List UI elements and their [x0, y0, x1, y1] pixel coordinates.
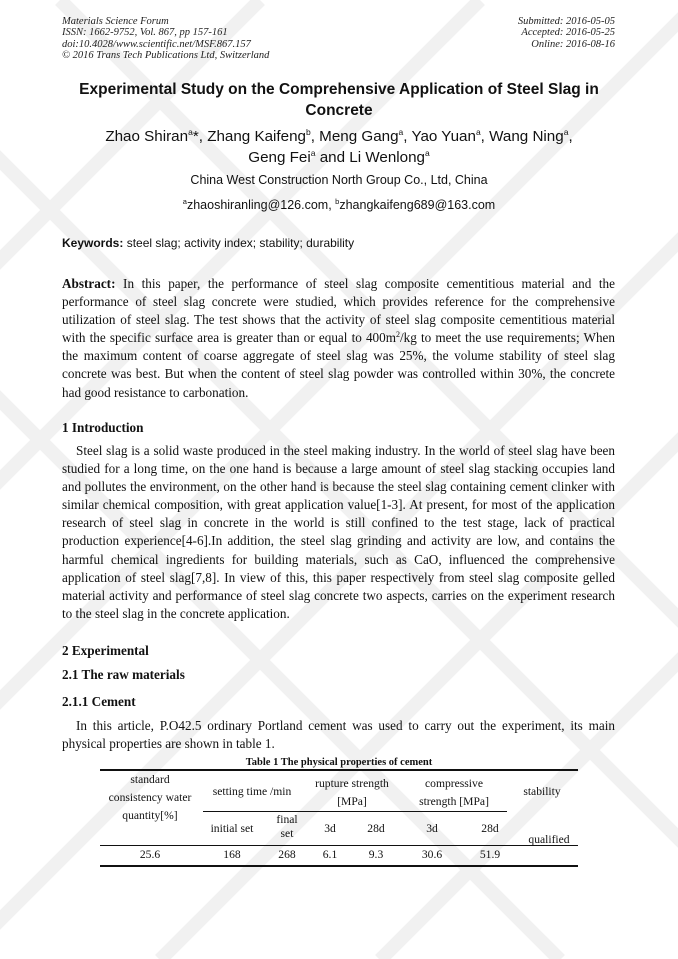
table-subheader-rule — [303, 811, 401, 812]
table-subheader-cell — [270, 813, 304, 841]
issn-line: ISSN: 1662-9752, Vol. 867, pp 157-161 — [62, 27, 228, 39]
header-text: rupture strength — [315, 777, 389, 790]
table-subheader-cell: 28d — [481, 822, 499, 835]
author-name: Meng Gang — [319, 128, 399, 145]
table-cell: 268 — [278, 848, 296, 861]
header-text: consistency water — [108, 791, 192, 804]
author-name: Wang Ning — [489, 128, 564, 145]
table-header-cell — [400, 775, 508, 811]
subsection-heading: 2.1 The raw materials — [62, 667, 185, 682]
section-heading: 2 Experimental — [62, 643, 149, 658]
author-affil-mark: a — [310, 148, 316, 158]
keywords-text: steel slag; activity index; stability; durability — [126, 236, 355, 250]
email-affil-mark: a — [182, 197, 187, 206]
author-affil-mark: a — [475, 127, 481, 137]
journal-info — [62, 16, 269, 62]
email-affil-mark: b — [335, 197, 340, 206]
table-cell: 51.9 — [479, 848, 501, 861]
corresponding-mark: * — [192, 128, 199, 145]
table-subheader-cell: 3d — [324, 822, 336, 835]
author-name: Yao Yuan — [411, 128, 476, 145]
abstract-text: /kg to meet the use requirements; When the maximum content of coarse aggregate of steel slag was 25%, the volume stability of steel slag concrete was best. But when the content of steel slag powder was controlled within 30%, the concrete had good resistance to carbonation. — [62, 330, 615, 400]
table-subheader-cell: 3d — [426, 822, 438, 835]
author-affil-mark: a — [188, 127, 193, 137]
email-link[interactable]: zhangkaifeng689@163.com — [339, 198, 496, 212]
publication-dates — [518, 16, 615, 50]
author-name: Geng Fei — [248, 149, 311, 166]
table-cell: 25.6 — [139, 848, 161, 861]
copyright-line: © 2016 Trans Tech Publications Ltd, Switzerland — [62, 50, 270, 62]
table-subheader-cell: initial set — [210, 822, 254, 835]
author-affil-mark: a — [425, 148, 430, 158]
table-subheader-rule — [401, 811, 507, 812]
abstract — [62, 275, 615, 402]
abstract-superscript: 2 — [396, 330, 400, 340]
table-cell: qualified — [528, 833, 570, 846]
affiliation: China West Construction North Group Co., Ltd, China — [190, 173, 488, 187]
accepted-date: Accepted: 2016-05-25 — [521, 27, 615, 39]
body-paragraph: In this article, P.O42.5 ordinary Portland cement was used to carry out the experiment, its main physical properties are shown in table 1. — [62, 718, 615, 752]
header-text: final — [276, 813, 298, 826]
table-header-cell: setting time /min — [212, 785, 292, 798]
section-heading: 1 Introduction — [62, 420, 144, 435]
journal-name: Materials Science Forum — [62, 16, 169, 27]
table-subheader-rule — [203, 811, 303, 812]
author-affil-mark: b — [305, 127, 311, 137]
header-text: set — [280, 827, 294, 840]
table-header-cell — [304, 775, 400, 811]
author-connector: and — [319, 149, 346, 166]
table-header-cell — [100, 771, 200, 825]
author-name: Zhao Shiran — [105, 128, 189, 145]
author-affil-mark: a — [398, 127, 404, 137]
table-cell: 30.6 — [421, 848, 443, 861]
abstract-text: In this paper, the performance of steel slag composite cementitious material and the performance of steel slag concrete were studied, which provides reference for the comprehensive utilization of steel slag. The test shows that the activity of steel slag composite cementitious material with the specific surface area is greater than or equal to 400m — [62, 276, 616, 346]
author-name: Zhang Kaifeng — [207, 128, 306, 145]
submitted-date: Submitted: 2016-05-05 — [517, 16, 615, 27]
header-text: compressive — [425, 777, 483, 790]
email-link[interactable]: zhaoshiranling@126.com — [186, 198, 329, 212]
table-subheader-cell: 28d — [367, 822, 385, 835]
online-date: Online: 2016-08-16 — [531, 38, 615, 50]
table-bottom-rule — [100, 865, 578, 867]
keywords-label: Keywords: — [62, 236, 124, 250]
table-cell: 6.1 — [322, 848, 338, 861]
author-affil-mark: a — [563, 127, 569, 137]
header-text: [MPa] — [337, 795, 367, 808]
doi-line: doi:10.4028/www.scientific.net/MSF.867.157 — [62, 38, 251, 50]
paper-title: Experimental Study on the Comprehensive Application of Steel Slag in Concrete — [79, 81, 599, 119]
header-text: quantity[%] — [122, 809, 178, 822]
table-caption: Table 1 The physical properties of cement — [245, 757, 433, 768]
body-paragraph: Steel slag is a solid waste produced in the steel making industry. In the world of steel slag have been studied for a long time, on the one hand is because a large amount of steel slag stacking occupies land and pollutes the environment, on the other hand is because the steel slag containing cement clinker with similar chemical composition, with great application value[1-3]. At present, for most of the application research of steel slag in concrete in the world is still confined to the test stage, lack of practical production experience[4-6].In addition, the steel slag grinding and activity are low, and contains the harmful chemical ingredients for building materials, such as CaO, influenced the comprehensive application of steel slag[7,8]. In view of this, this paper respectively from steel slag composite gelled material activity and performance of steel slag concrete two aspects, carries on the experiment research to the steel slag in the concrete application. — [62, 443, 615, 621]
author-name: Li Wenlong — [349, 149, 425, 166]
abstract-label: Abstract: — [62, 276, 116, 291]
table-cell: 168 — [223, 848, 241, 861]
author-emails: $^a$zhaoshiranling@126.com, $^b$zhangkaifeng689@163.com — [182, 197, 496, 212]
author-list: Zhao Shiran$^a$*, Zhang Kaifeng$^b$, Meng Gang$^a$, Yao Yuan$^a$, Wang Ning$^a$, Geng Fei$^a$ and Li Wenlong$^a$ — [105, 127, 573, 166]
keywords — [62, 236, 354, 250]
header-text: strength [MPa] — [419, 795, 489, 808]
table-cell: 9.3 — [368, 848, 384, 861]
subsubsection-heading: 2.1.1 Cement — [62, 694, 136, 709]
table-header-cell: stability — [523, 785, 561, 798]
header-text: standard — [130, 773, 170, 786]
